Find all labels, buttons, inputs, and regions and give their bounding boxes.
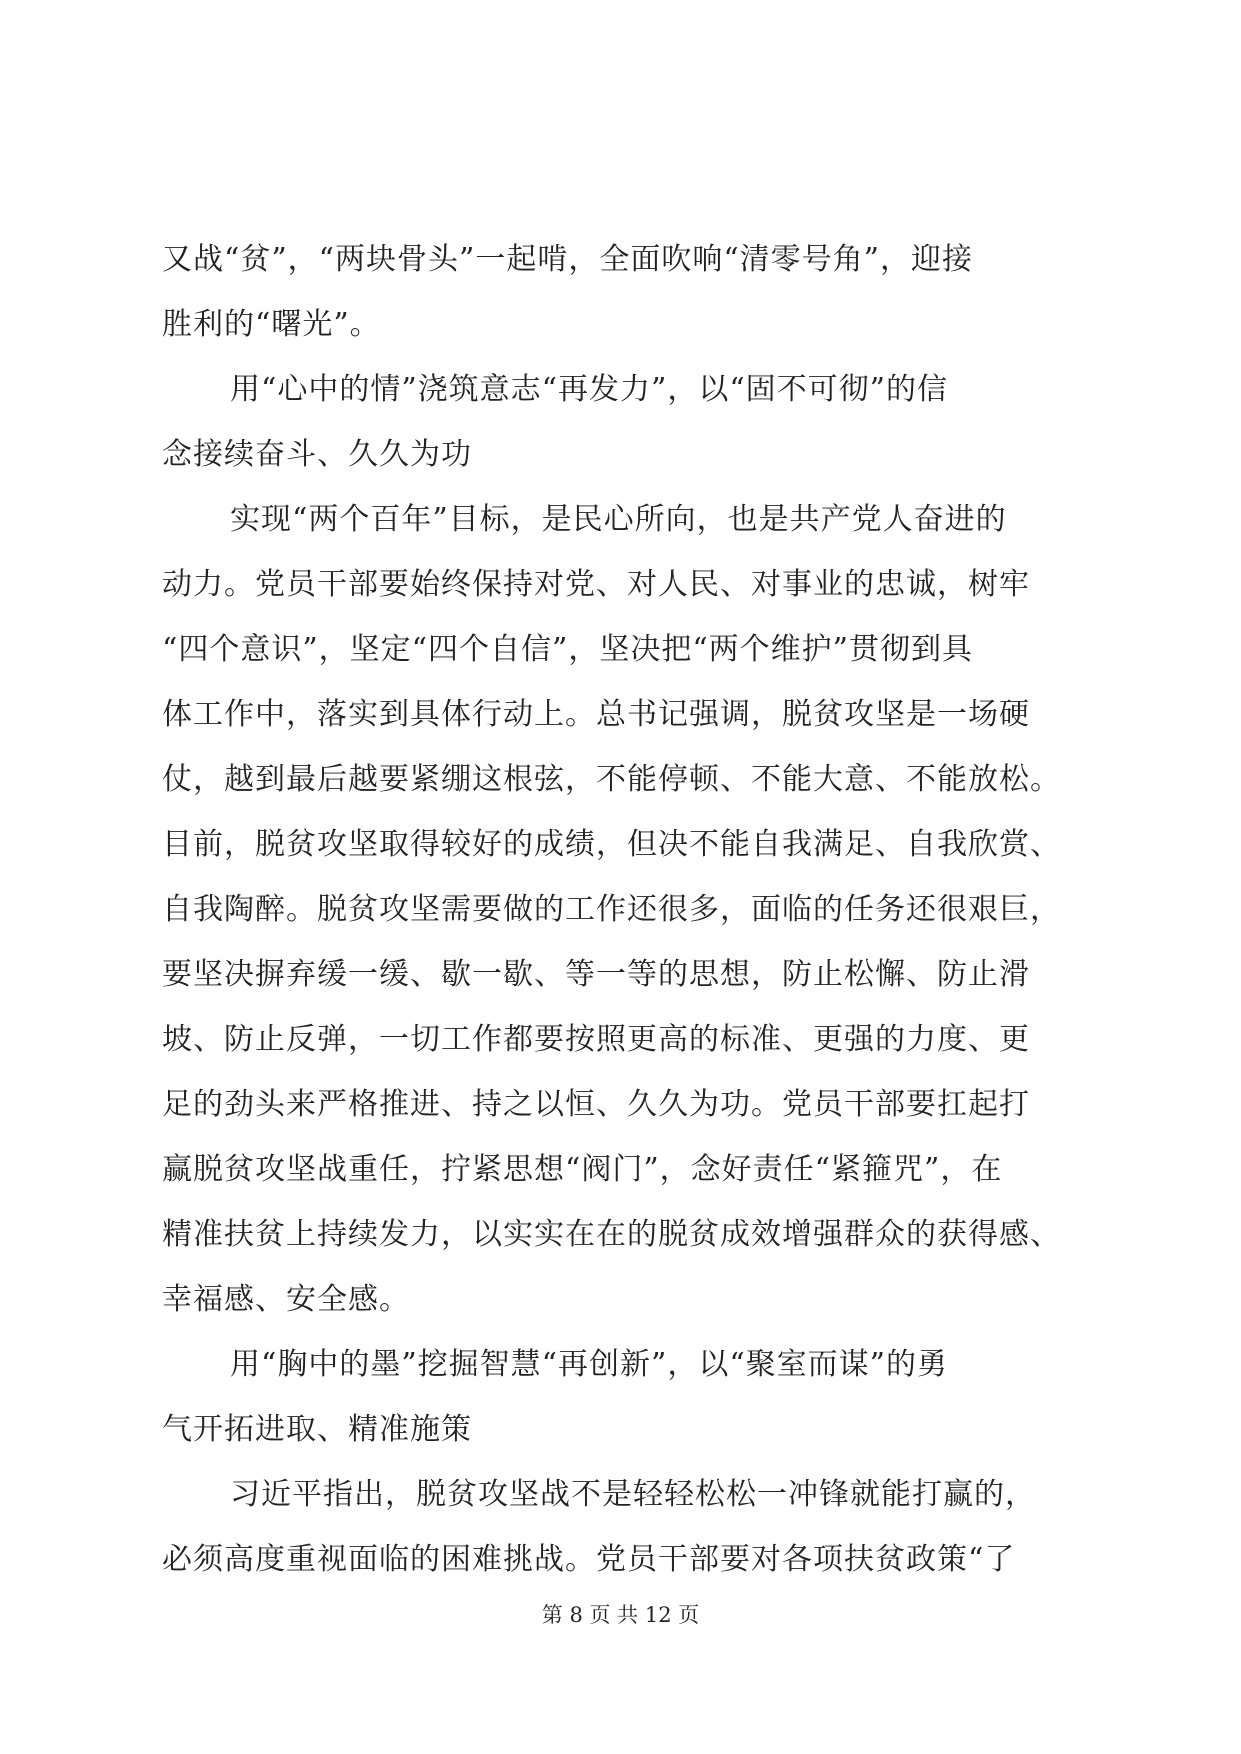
section-heading-line: 念接续奋斗、久久为功 bbox=[162, 437, 472, 472]
text-line: 体工作中，落实到具体行动上。总书记强调，脱贫攻坚是一场硬 bbox=[162, 697, 1030, 732]
text-line: 习近平指出，脱贫攻坚战不是轻轻松松一冲锋就能打赢的， bbox=[230, 1477, 1036, 1512]
document-body bbox=[162, 227, 1080, 1592]
text-line: 必须高度重视面临的困难挑战。党员干部要对各项扶贫政策“了 bbox=[162, 1542, 1016, 1577]
text-line: 实现“两个百年”目标，是民心所向，也是共产党人奋进的 bbox=[230, 502, 1007, 537]
text-line: 幸福感、安全感。 bbox=[162, 1282, 410, 1317]
section-heading-line: 用“胸中的墨”挖掘智慧“再创新”，以“聚室而谋”的勇 bbox=[230, 1347, 949, 1382]
page-number-footer: 第 8 页 共 12 页 bbox=[541, 1603, 700, 1627]
text-line: 坡、防止反弹，一切工作都要按照更高的标准、更强的力度、更 bbox=[162, 1022, 1030, 1057]
text-line: 足的劲头来严格推进、持之以恒、久久为功。党员干部要扛起打 bbox=[162, 1087, 1030, 1122]
text-line: 要坚决摒弃缓一缓、歇一歇、等一等的思想，防止松懈、防止滑 bbox=[162, 957, 1030, 992]
text-line: 又战“贫”，“两块骨头”一起啃，全面吹响“清零号角”，迎接 bbox=[162, 242, 974, 277]
section-heading-line: 用“心中的情”浇筑意志“再发力”，以“固不可彻”的信 bbox=[230, 372, 949, 407]
text-line: 自我陶醉。脱贫攻坚需要做的工作还很多，面临的任务还很艰巨， bbox=[162, 892, 1061, 927]
section-heading-line: 气开拓进取、精准施策 bbox=[162, 1412, 472, 1447]
text-line: 动力。党员干部要始终保持对党、对人民、对事业的忠诚，树牢 bbox=[162, 567, 1030, 602]
text-line: 仗，越到最后越要紧绷这根弦，不能停顿、不能大意、不能放松。 bbox=[162, 762, 1061, 797]
text-line: 目前，脱贫攻坚取得较好的成绩，但决不能自我满足、自我欣赏、 bbox=[162, 827, 1061, 862]
text-line: 赢脱贫攻坚战重任，拧紧思想“阀门”，念好责任“紧箍咒”，在 bbox=[162, 1152, 1003, 1187]
text-line: 胜利的“曙光”。 bbox=[162, 307, 381, 342]
text-line: 精准扶贫上持续发力，以实实在在的脱贫成效增强群众的获得感、 bbox=[162, 1217, 1061, 1252]
text-line: “四个意识”，坚定“四个自信”，坚决把“两个维护”贯彻到具 bbox=[162, 632, 974, 667]
